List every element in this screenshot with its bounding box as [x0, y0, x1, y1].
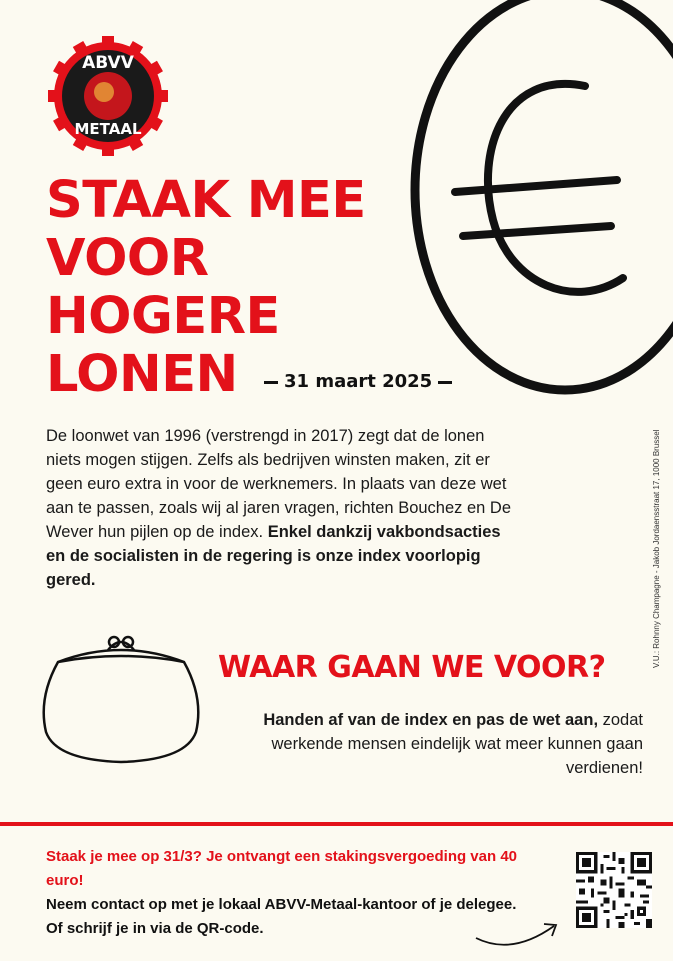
- section-heading: WAAR GAAN WE VOOR?: [218, 650, 606, 685]
- dash-left: [264, 381, 278, 384]
- euro-coin-icon: [395, 0, 673, 400]
- logo-text-bottom: METAAL: [74, 120, 142, 138]
- section-text: [223, 708, 643, 780]
- intro-paragraph: [46, 424, 516, 592]
- logo-text-top: ABVV: [82, 53, 134, 73]
- headline: [46, 172, 366, 404]
- footer-red-text: Staak je mee op 31/3? Je ontvangt een stakingsvergoeding van 40 euro!: [46, 848, 518, 889]
- strike-date: [258, 371, 458, 392]
- footer: [46, 845, 526, 941]
- headline-line-1: STAAK MEE: [46, 171, 366, 230]
- intro-regular: De loonwet van 1996 (verstrengd in 2017) zegt dat de lonen niets mogen stijgen. Zelfs als bedrijven winsten maken, zit er geen euro extra in voor de werknemers. In plaats van deze wet aan te passen, zoals wij al jaren vragen, richten Bouchez en De Wever hun pijlen op de index.: [46, 427, 512, 541]
- footer-black-text: Neem contact op met je lokaal ABVV-Metaal-kantoor of je delegee. Of schrijf je in via de QR-code.: [46, 896, 517, 937]
- qr-code[interactable]: [576, 852, 652, 928]
- arrow-icon: [472, 916, 562, 952]
- dash-right: [438, 381, 452, 384]
- publisher-note: V.U.: Rohnny Champagne - Jakob Jordaensstraat 17, 1000 Brussel: [652, 429, 661, 668]
- headline-line-2: VOOR: [46, 229, 209, 288]
- red-divider: [0, 822, 673, 826]
- purse-icon: [36, 628, 206, 768]
- date-text: 31 maart 2025: [284, 371, 433, 392]
- headline-line-3: HOGERE: [46, 287, 280, 346]
- section-regular: zodat werkende mensen eindelijk wat meer kunnen gaan verdienen!: [271, 711, 643, 777]
- headline-line-4: LONEN: [46, 345, 238, 404]
- intro-bold: Enkel dankzij vakbondsacties en de socialisten in de regering is onze index voorlopig gered.: [46, 523, 501, 589]
- section-bold: Handen af van de index en pas de wet aan,: [263, 711, 599, 729]
- abvv-metaal-logo: [48, 36, 168, 156]
